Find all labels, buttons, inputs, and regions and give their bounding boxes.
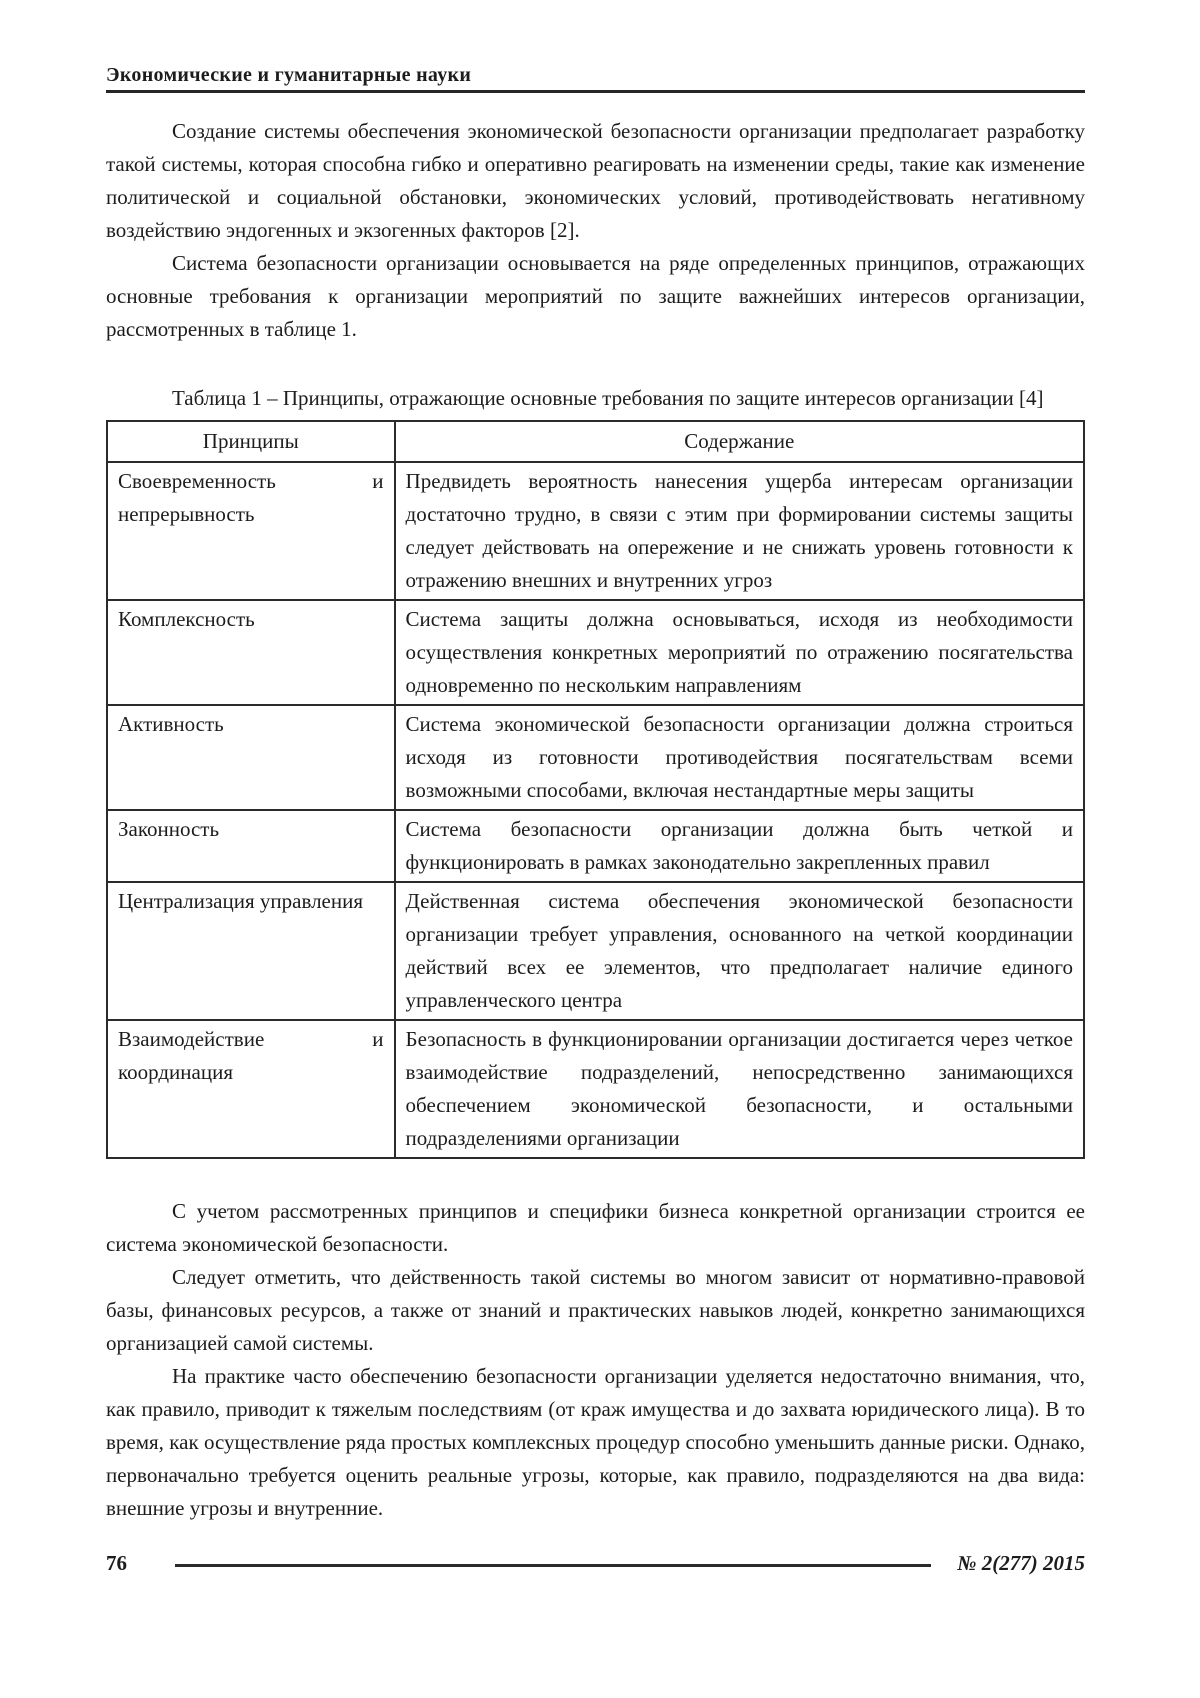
page-footer xyxy=(106,1547,1085,1580)
content-cell: Система защиты должна основываться, исходя из необходимости осуществления конкретных мероприятий по отражению посягательства одновременно по нескольким направлениям xyxy=(395,600,1084,705)
principle-cell: Централизация управления xyxy=(107,882,395,1020)
table-row xyxy=(107,600,1084,705)
body-paragraph: Система безопасности организации основывается на ряде определенных принципов, отражающих основные требования к организации мероприятий по защите важнейших интересов организации, рассмотренных в таблице 1. xyxy=(106,251,1085,341)
table-row xyxy=(107,882,1084,1020)
page-number: 76 xyxy=(106,1551,127,1575)
principle-cell: Законность xyxy=(107,810,395,882)
content-cell: Действенная система обеспечения экономической безопасности организации требует управления, основанного на четкой координации действий всех ее элементов, что предполагает наличие единого управленческого центра xyxy=(395,882,1084,1020)
table-row xyxy=(107,705,1084,810)
principles-table xyxy=(106,420,1085,1159)
principle-cell: Взаимодействие и координация xyxy=(107,1020,395,1158)
body-paragraph: С учетом рассмотренных принципов и специфики бизнеса конкретной организации строится ее система экономической безопасности. xyxy=(106,1199,1085,1256)
column-header-content: Содержание xyxy=(395,421,1084,462)
footer-rule xyxy=(175,1564,931,1567)
content-cell: Безопасность в функционировании организации достигается через четкое взаимодействие подразделений, непосредственно занимающихся обеспечением экономической безопасности, и остальными подразделениями организации xyxy=(395,1020,1084,1158)
table-header-row xyxy=(107,421,1084,462)
body-paragraph: Создание системы обеспечения экономической безопасности организации предполагает разработку такой системы, которая способна гибко и оперативно реагировать на изменении среды, такие как изменение политической и социальной обстановки, экономических условий, противодействовать негативному воздействию эндогенных и экзогенных факторов [2]. xyxy=(106,119,1085,242)
column-header-principles: Принципы xyxy=(107,421,395,462)
section-title: Экономические и гуманитарные науки xyxy=(106,64,472,86)
table-row xyxy=(107,810,1084,882)
principle-cell: Своевременность и непрерывность xyxy=(107,462,395,600)
content-cell: Система безопасности организации должна быть четкой и функционировать в рамках законодательно закрепленных правил xyxy=(395,810,1084,882)
principle-cell: Комплексность xyxy=(107,600,395,705)
body-paragraph: На практике часто обеспечению безопасности организации уделяется недостаточно внимания, что, как правило, приводит к тяжелым последствиям (от краж имущества и до захвата юридического лица). В то время, как осуществление ряда простых комплексных процедур способно уменьшить данные риски. Однако, первоначально требуется оценить реальные угрозы, которые, как правило, подразделяются на два вида: внешние угрозы и внутренние. xyxy=(106,1364,1085,1520)
table-row xyxy=(107,462,1084,600)
issue-label: № 2(277) 2015 xyxy=(957,1551,1085,1575)
body-paragraph: Следует отметить, что действенность такой системы во многом зависит от нормативно-правовой базы, финансовых ресурсов, а также от знаний и практических навыков людей, конкретно занимающихся организацией самой системы. xyxy=(106,1265,1085,1355)
content-cell: Система экономической безопасности организации должна строиться исходя из готовности противодействия посягательствам всеми возможными способами, включая нестандартные меры защиты xyxy=(395,705,1084,810)
content-cell: Предвидеть вероятность нанесения ущерба интересам организации достаточно трудно, в связи с этим при формировании системы защиты следует действовать на опережение и не снижать уровень готовности к отражению внешних и внутренних угроз xyxy=(395,462,1084,600)
table-caption: Таблица 1 – Принципы, отражающие основные требования по защите интересов организации [4] xyxy=(172,386,1044,410)
running-header xyxy=(106,62,1085,93)
principle-cell: Активность xyxy=(107,705,395,810)
table-row xyxy=(107,1020,1084,1158)
